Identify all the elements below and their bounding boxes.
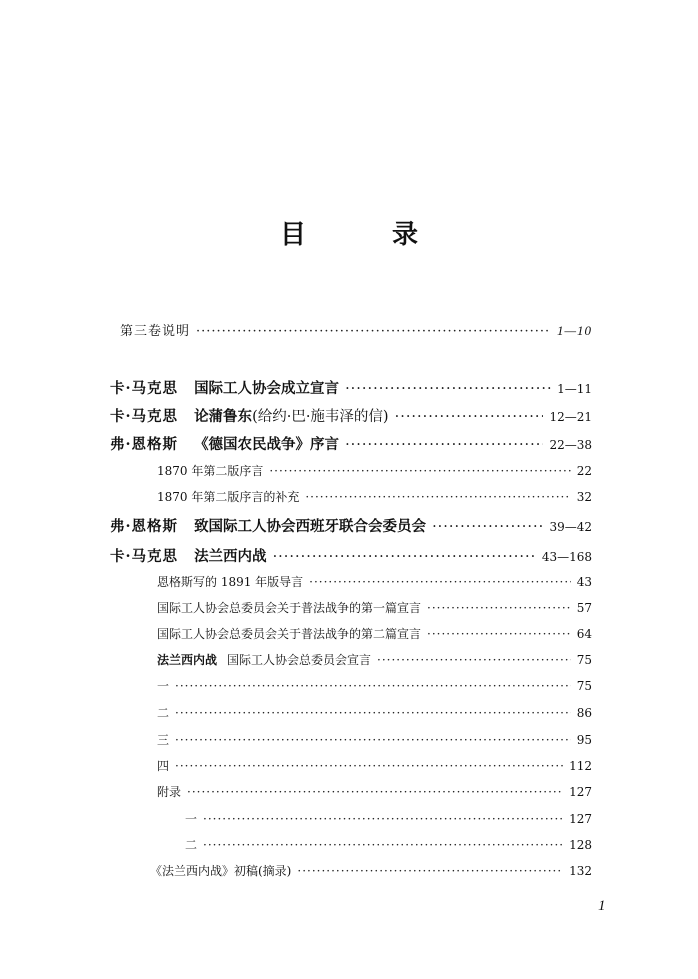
toc-page: 75 xyxy=(576,653,592,667)
toc-page: 75 xyxy=(576,679,592,693)
toc-subentry xyxy=(157,677,592,694)
leader-dots xyxy=(427,627,571,641)
leader-dots xyxy=(395,409,544,425)
toc-entry xyxy=(110,377,592,398)
toc-subentry xyxy=(157,757,592,774)
toc-sub-label: 三 xyxy=(157,733,170,747)
toc-page: 127 xyxy=(569,812,592,826)
toc-page: 128 xyxy=(569,838,592,852)
leader-dots xyxy=(196,324,551,339)
toc-sub-label: 国际工人协会总委员会关于普法战争的第一篇宣言 xyxy=(157,601,422,615)
toc-sub-label: 国际工人协会总委员会宣言 xyxy=(227,653,372,667)
leader-dots xyxy=(187,785,563,799)
toc-author: 卡·马克思 xyxy=(110,408,179,425)
toc-sub-label: 国际工人协会总委员会关于普法战争的第二篇宣言 xyxy=(157,627,422,641)
leader-dots xyxy=(345,437,543,453)
toc-author: 弗·恩格斯 xyxy=(110,518,179,535)
toc-page: 12—21 xyxy=(549,410,592,424)
leader-dots xyxy=(175,733,571,747)
toc-intro-page: 1—10 xyxy=(556,323,592,338)
toc-sub-label: 二 xyxy=(185,838,198,852)
toc-subsubentry xyxy=(185,836,592,853)
toc-entry xyxy=(110,405,592,426)
toc-sub-label: 恩格斯写的 1891 年版导言 xyxy=(157,575,304,589)
toc-sub-label: 1870 年第二版序言 xyxy=(157,464,264,478)
toc-subentry xyxy=(157,651,592,668)
toc-work-note: (给约·巴·施韦泽的信) xyxy=(252,409,389,425)
page-number: 1 xyxy=(598,898,606,914)
leader-dots xyxy=(175,759,563,773)
toc-page: 132 xyxy=(569,864,592,878)
toc-intro xyxy=(120,320,592,339)
toc-page: 43—168 xyxy=(541,550,592,564)
leader-dots xyxy=(345,381,551,397)
toc-work-title: 论蒲鲁东(给约·巴·施韦泽的信) xyxy=(194,408,389,425)
leader-dots xyxy=(309,575,571,589)
toc-author: 弗·恩格斯 xyxy=(110,436,179,453)
toc-page: 22 xyxy=(576,464,592,478)
toc-sub-label: 1870 年第二版序言的补充 xyxy=(157,490,300,504)
toc-subentry xyxy=(157,599,592,616)
toc-entry xyxy=(110,545,592,566)
toc-entry xyxy=(110,515,592,536)
page-title: 目 录 xyxy=(279,220,448,250)
toc-subentry xyxy=(157,573,592,590)
toc-subentry xyxy=(157,625,592,642)
toc-page: 57 xyxy=(576,601,592,615)
toc-sub-label: 二 xyxy=(157,706,170,720)
leader-dots xyxy=(377,653,571,667)
toc-subentry xyxy=(157,731,592,748)
leader-dots xyxy=(427,601,571,615)
toc-subentry xyxy=(157,488,592,505)
toc-subentry xyxy=(150,862,592,879)
toc-intro-label: 第三卷说明 xyxy=(120,324,191,339)
leader-dots xyxy=(305,490,570,504)
toc-work-title: 《德国农民战争》序言 xyxy=(194,436,340,453)
toc-page: 39—42 xyxy=(549,520,592,534)
toc-subsubentry xyxy=(185,810,592,827)
toc-entry xyxy=(110,433,592,454)
toc-subentry xyxy=(157,704,592,721)
toc-page: 64 xyxy=(576,627,592,641)
toc-page: 32 xyxy=(576,490,592,504)
toc-page: 86 xyxy=(576,706,592,720)
toc-sub-label: 附录 xyxy=(157,785,182,799)
toc-sub-label: 一 xyxy=(157,679,170,693)
toc-work-title: 国际工人协会成立宣言 xyxy=(194,380,340,397)
toc-sub-bold-title: 法兰西内战 xyxy=(157,653,218,667)
toc-author: 卡·马克思 xyxy=(110,380,179,397)
toc-sub-label: 《法兰西内战》初稿(摘录) xyxy=(150,864,292,878)
toc-sub-label: 四 xyxy=(157,759,170,773)
leader-dots xyxy=(175,679,571,693)
leader-dots xyxy=(269,464,570,478)
toc-page: 127 xyxy=(569,785,592,799)
leader-dots xyxy=(175,706,571,720)
toc-page: 1—11 xyxy=(557,382,592,396)
leader-dots xyxy=(203,812,563,826)
leader-dots xyxy=(273,549,536,565)
toc-page: 43 xyxy=(576,575,592,589)
leader-dots xyxy=(203,838,563,852)
toc-page: 22—38 xyxy=(549,438,592,452)
toc-author: 卡·马克思 xyxy=(110,548,179,565)
toc-page: 95 xyxy=(576,733,592,747)
toc-subentry xyxy=(157,783,592,800)
toc-work-title: 致国际工人协会西班牙联合会委员会 xyxy=(194,518,427,535)
leader-dots xyxy=(432,519,543,535)
toc-sub-label: 一 xyxy=(185,812,198,826)
leader-dots xyxy=(297,864,563,878)
toc-page: 112 xyxy=(569,759,592,773)
toc-subentry xyxy=(157,462,592,479)
toc-work-title: 法兰西内战 xyxy=(194,548,267,565)
